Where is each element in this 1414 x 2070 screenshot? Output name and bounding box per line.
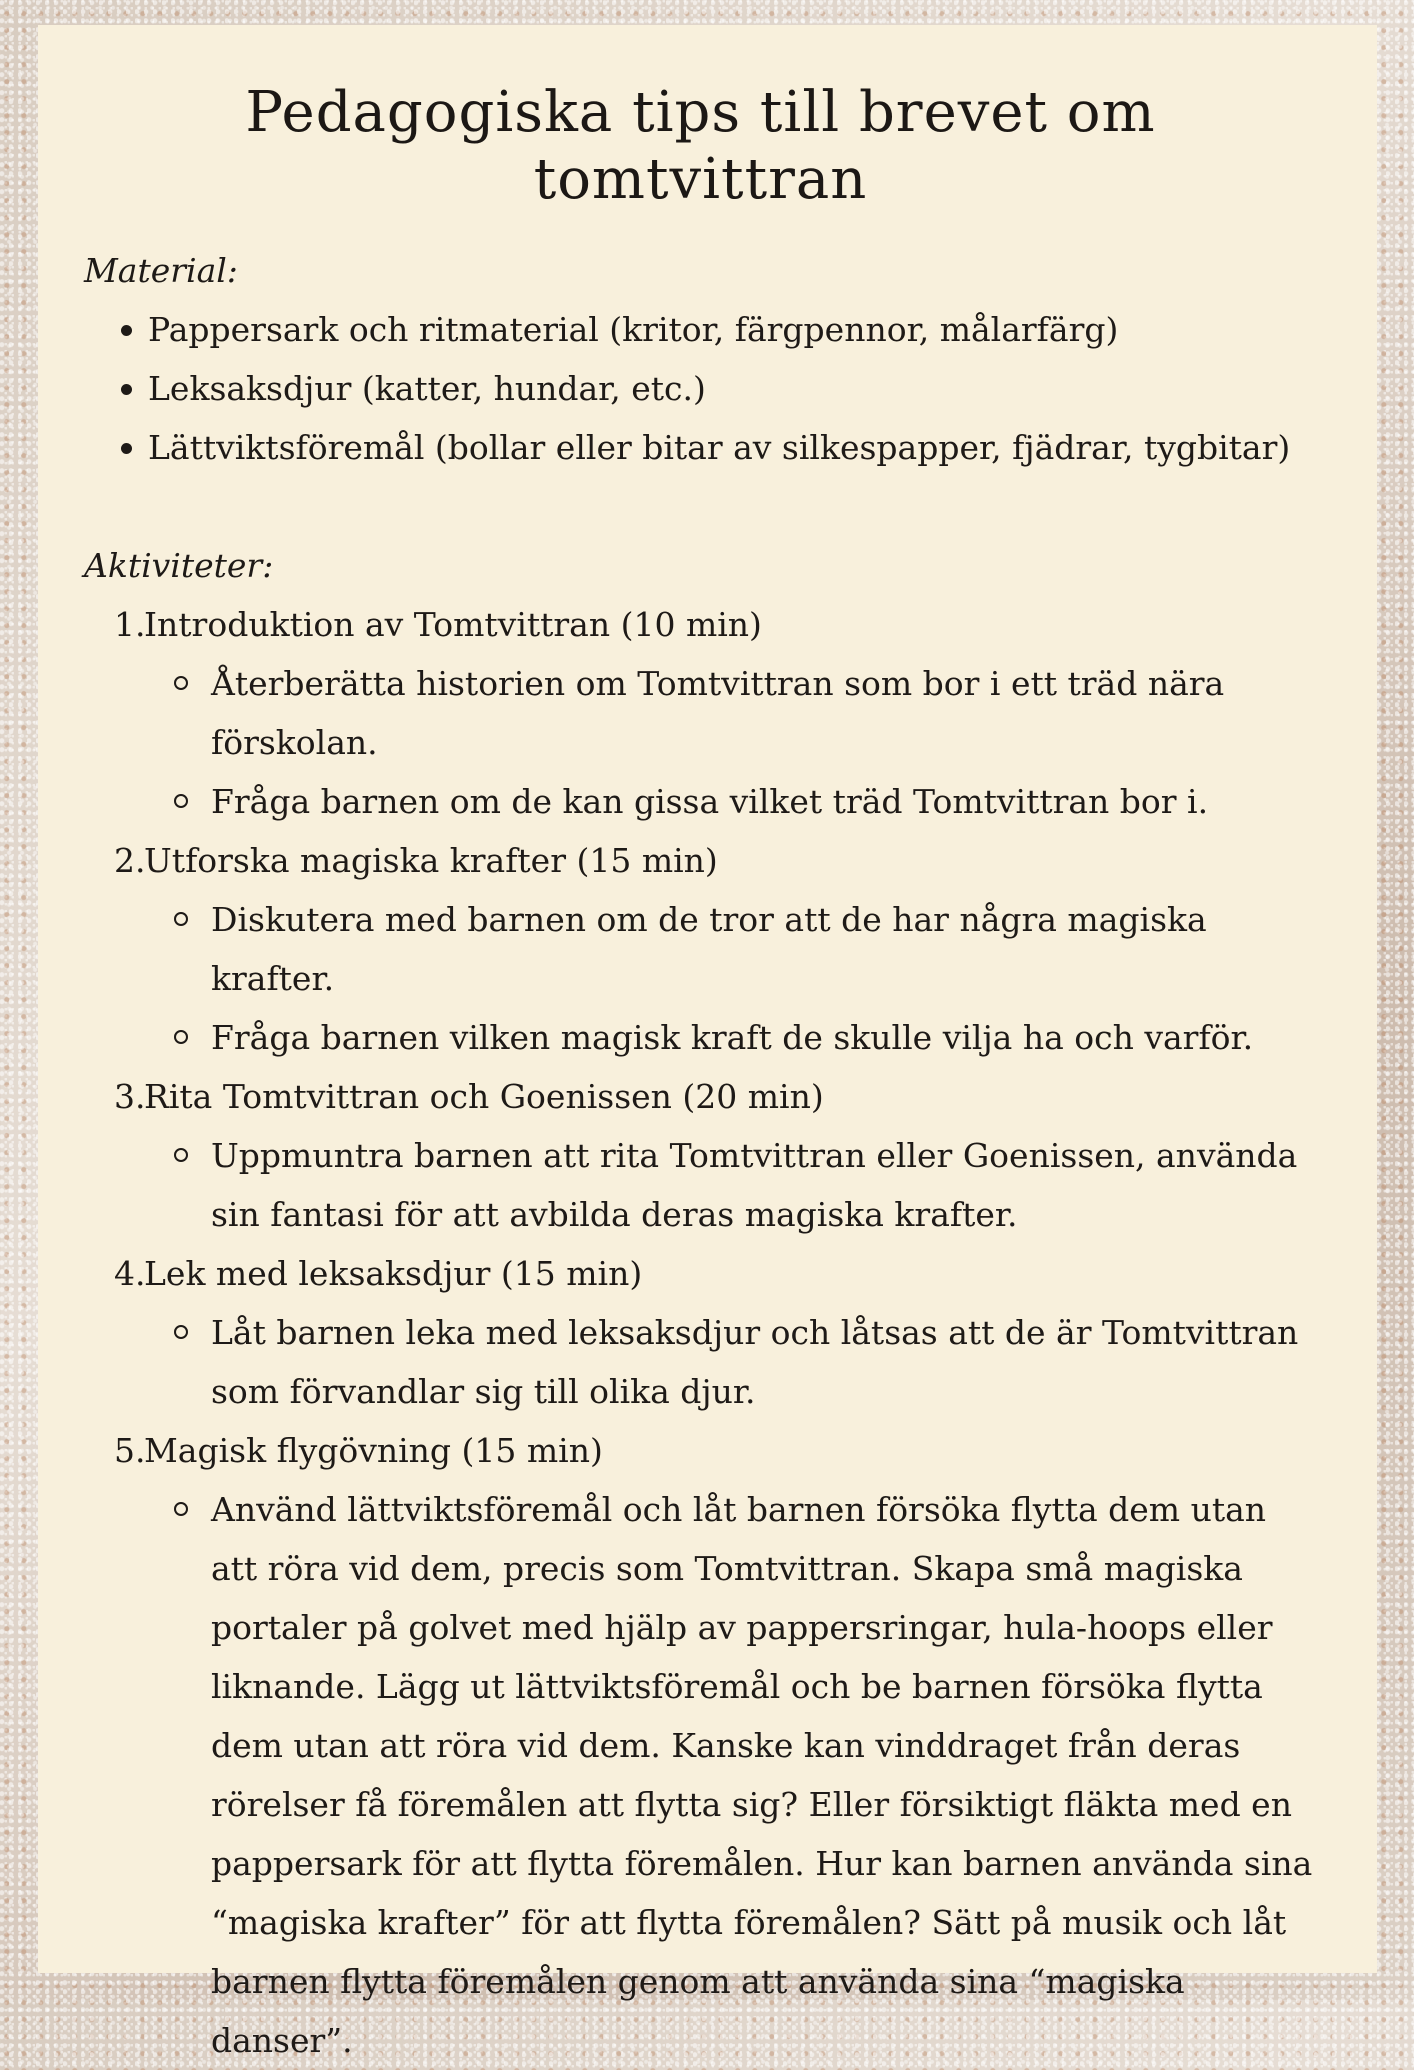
activity-heading: Introduktion av Tomtvittran (10 min)	[144, 605, 762, 645]
circle-bullet-icon	[174, 794, 188, 808]
list-item: Fråga barnen om de kan gissa vilket träd Tomtvittran bor i.	[174, 772, 1317, 831]
material-heading: Material:	[84, 251, 238, 291]
list-item: Uppmuntra barnen att rita Tomtvittran eller Goenissen, använda sin fantasi för att avbilda deras magiska krafter.	[174, 1126, 1317, 1244]
activity-item	[114, 1421, 1317, 2070]
materials-list	[84, 300, 1317, 477]
activity-number: 4.	[114, 1254, 146, 1294]
bullet-icon	[121, 325, 132, 336]
activity-heading: Magisk flygövning (15 min)	[144, 1431, 603, 1471]
activity-item	[114, 1067, 1317, 1244]
activity-number: 2.	[114, 841, 146, 881]
circle-bullet-icon	[174, 1325, 188, 1339]
activity-number: 5.	[114, 1431, 146, 1471]
activity-item	[114, 1244, 1317, 1421]
activity-heading: Rita Tomtvittran och Goenissen (20 min)	[144, 1077, 824, 1117]
circle-bullet-icon	[174, 1030, 188, 1044]
list-item: Leksaksdjur (katter, hundar, etc.)	[121, 359, 1317, 418]
activities-list	[84, 595, 1317, 2070]
list-item: Låt barnen leka med leksaksdjur och låtsas att de är Tomtvittran som förvandlar sig till olika djur.	[174, 1303, 1317, 1421]
list-item: Lättviktsföremål (bollar eller bitar av silkespapper, fjädrar, tygbitar)	[121, 418, 1317, 477]
list-item: Använd lättviktsföremål och låt barnen försöka flytta dem utan att röra vid dem, precis som Tomtvittran. Skapa små magiska portaler på golvet med hjälp av pappersringar, hula-hoops eller liknande. Lägg ut lättviktsföremål och be barnen försöka flytta dem utan att röra vid dem. Kanske kan vinddraget från deras rörelser få föremålen att flytta sig? Eller försiktigt fläkta med en pappersark för att flytta föremålen. Hur kan barnen använda sina “magiska krafter” för att flytta föremålen? Sätt på musik och låt barnen flytta föremålen genom att använda sina “magiska danser”.	[174, 1480, 1317, 2070]
page-title: Pedagogiska tips till brevet om tomtvittran	[245, 80, 1156, 213]
list-item: Diskutera med barnen om de tror att de har några magiska krafter.	[174, 890, 1317, 1008]
circle-bullet-icon	[174, 676, 188, 690]
activity-heading: Utforska magiska krafter (15 min)	[144, 841, 718, 881]
activity-number: 1.	[114, 605, 146, 645]
bullet-icon	[121, 443, 132, 454]
activities-heading: Aktiviteter:	[84, 546, 274, 586]
bullet-icon	[121, 384, 132, 395]
activity-item	[114, 595, 1317, 831]
activity-heading: Lek med leksaksdjur (15 min)	[144, 1254, 643, 1294]
circle-bullet-icon	[174, 1502, 188, 1516]
document-card	[38, 25, 1377, 2061]
circle-bullet-icon	[174, 912, 188, 926]
list-item: Pappersark och ritmaterial (kritor, färgpennor, målarfärg)	[121, 300, 1317, 359]
list-item: Återberätta historien om Tomtvittran som bor i ett träd nära förskolan.	[174, 654, 1317, 772]
activity-number: 3.	[114, 1077, 146, 1117]
circle-bullet-icon	[174, 1148, 188, 1162]
activity-item	[114, 831, 1317, 1067]
list-item: Fråga barnen vilken magisk kraft de skulle vilja ha och varför.	[174, 1008, 1317, 1067]
